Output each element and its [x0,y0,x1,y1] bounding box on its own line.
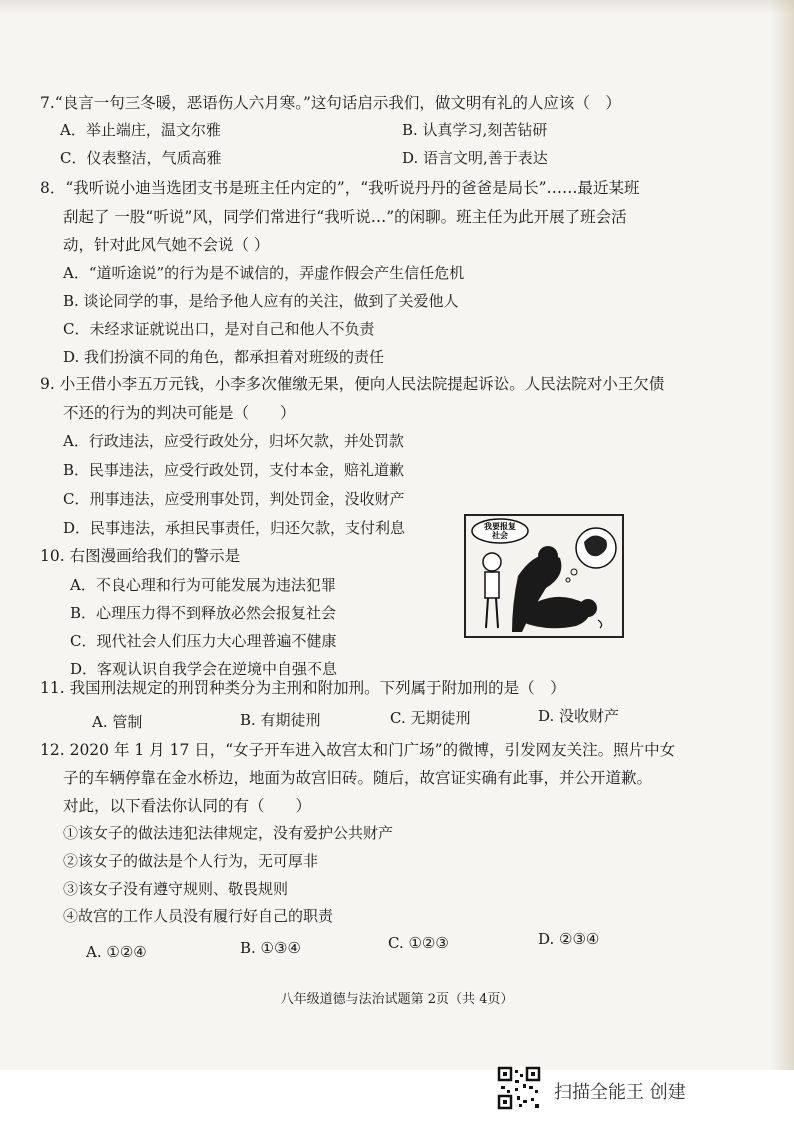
q11-option-d: D. 没收财产 [538,707,620,725]
q11-option-b: B. 有期徒刑 [240,711,321,729]
q8-option-a: A．“道听途说”的行为是不诚信的，弄虚作假会产生信任危机 [63,264,465,282]
paper-edge-top [0,0,794,14]
q12-statement-3: ③该女子没有遵守规则、敬畏规则 [63,880,289,898]
q8-option-b: B. 谈论同学的事，是给予他人应有的关注，做到了关爱他人 [63,292,459,310]
q12-option-d: D. ②③④ [538,930,600,948]
q12-stem-line2: 子的车辆停靠在金水桥边，地面为故宫旧砖。随后，故宫证实确有此事，并公开道歉。 [63,769,653,787]
q9-option-b: B．民事违法，应受行政处罚，支付本金，赔礼道歉 [63,461,405,479]
q8-stem-line3: 动，针对此风气她不会说（ ） [63,236,270,254]
q10-option-d: D．客观认识自我学会在逆境中自强不息 [70,660,338,678]
q8-option-d: D. 我们扮演不同的角色，都承担着对班级的责任 [63,348,385,366]
comic-drawing [466,516,622,636]
q10-option-b: B．心理压力得不到释放必然会报复社会 [70,604,337,622]
q12-statement-1: ①该女子的做法违犯法律规定，没有爱护公共财产 [63,824,394,842]
qr-code-icon [497,1066,541,1110]
q11-option-c: C. 无期徒刑 [390,709,471,727]
q7-option-c: C．仪表整洁，气质高雅 [60,149,222,167]
q9-stem-line2: 不还的行为的判决可能是（ ） [63,404,296,422]
q7-option-d: D. 语言文明,善于表达 [402,149,548,167]
q7-stem: 7.“良言一句三冬暖，恶语伤人六月寒。”这句话启示我们，做文明有礼的人应该（ ） [40,94,621,112]
paper-edge-right [770,0,794,1070]
q11-stem: 11. 我国刑法规定的刑罚种类分为主刑和附加刑。下列属于附加刑的是（ ） [40,679,566,697]
q9-option-d: D．民事违法，承担民事责任，归还欠款，支付利息 [63,519,406,537]
q12-stem-line3: 对此，以下看法你认同的有（ ） [63,797,312,815]
q8-stem-line2: 刮起了 一股“听说”风，同学们常进行“我听说…”的闲聊。班主任为此开展了班会活 [63,208,627,226]
q10-option-a: A．不良心理和行为可能发展为违法犯罪 [70,576,336,594]
q12-option-b: B. ①③④ [240,939,301,957]
q11-option-a: A. 管制 [92,713,143,731]
q7-option-b: B. 认真学习,刻苦钻研 [402,121,548,139]
q9-option-a: A．行政违法，应受行政处分，归坏欠款，并处罚款 [63,432,404,450]
comic-bubble-text-line2: 社会 [492,531,508,540]
q12-option-a: A. ①②④ [86,943,147,961]
q8-stem-line1: 8．“我听说小迪当选团支书是班主任内定的”，“我听说丹丹的爸爸是局长”……最近某班 [40,179,640,197]
q7-option-a: A．举止端庄，温文尔雅 [60,121,221,139]
q9-stem-line1: 9. 小王借小李五万元钱，小李多次催缴无果，便向人民法院提起诉讼。人民法院对小王欠债 [40,375,665,393]
q12-option-c: C. ①②③ [388,934,449,952]
q8-option-c: C．未经求证就说出口，是对自己和他人不负责 [63,320,375,338]
comic-illustration [464,514,624,638]
q10-stem: 10. 右图漫画给我们的警示是 [40,547,241,565]
q10-option-c: C．现代社会人们压力大心理普遍不健康 [70,632,337,650]
q12-statement-2: ②该女子的做法是个人行为，无可厚非 [63,852,319,870]
q12-statement-4: ④故宫的工作人员没有履行好自己的职责 [63,907,334,925]
q9-option-c: C．刑事违法，应受刑事处罚，判处罚金，没收财产 [63,490,405,508]
comic-bubble-text-line1: 我要报复 [484,522,516,531]
q12-stem-line1: 12. 2020 年 1 月 17 日，“女子开车进入故宫太和门广场”的微博，引发网友关注。照片中女 [40,741,676,759]
page-footer: 八年级道德与法治试题第 2页（共 4页） [280,992,514,1007]
scanner-watermark-label: 扫描全能王 创建 [554,1082,686,1103]
